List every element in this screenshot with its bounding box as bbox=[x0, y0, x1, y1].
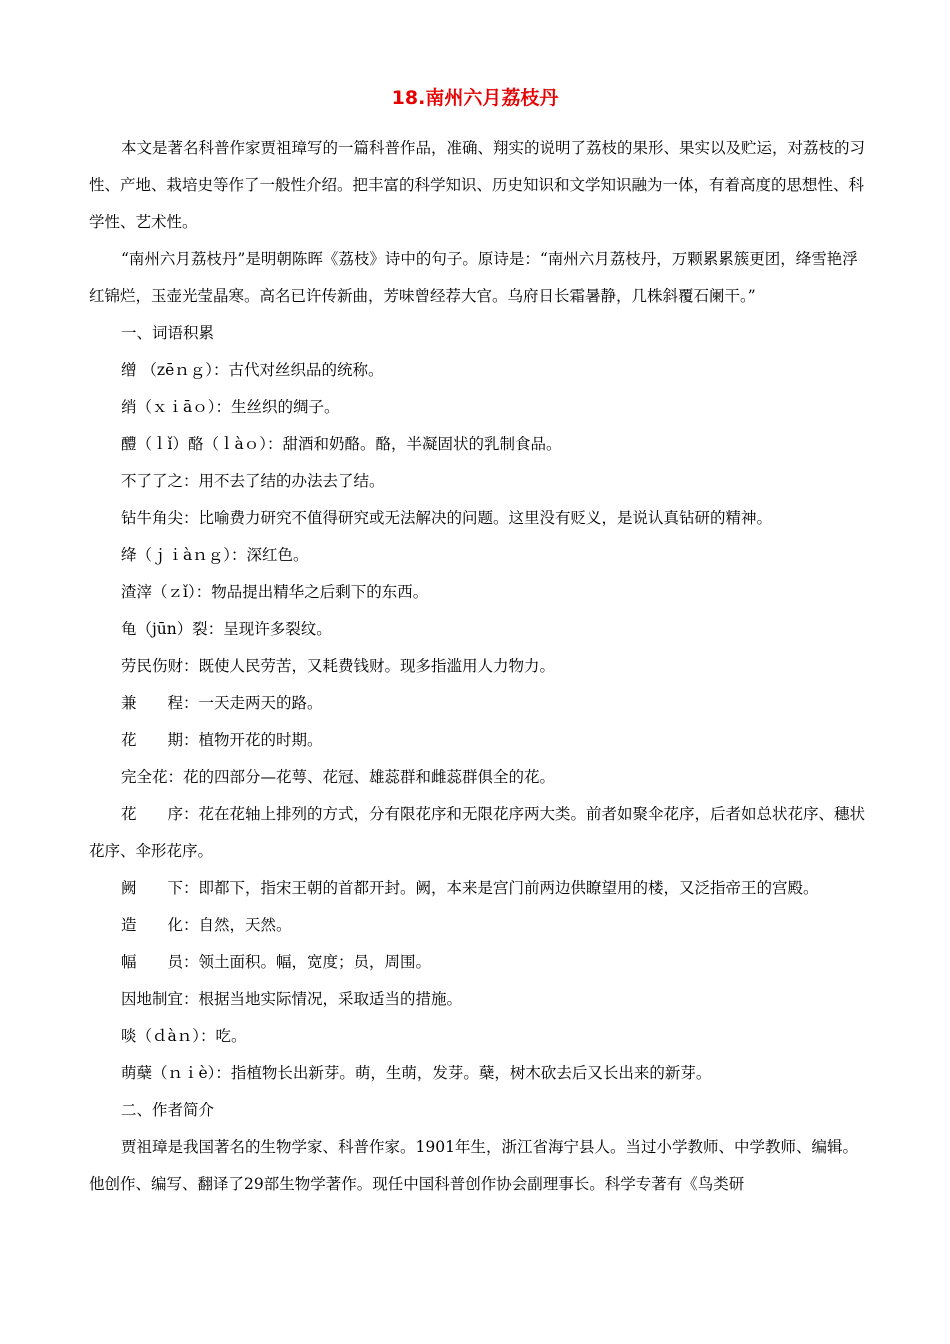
author-bio-paragraph: 贾祖璋是我国著名的生物学家、科普作家。1901年生，浙江省海宁县人。当过小学教师、中学教师、编辑。他创作、编写、翻译了29部生物学著作。现任中国科普创作协会副理事长。科学专著有《鸟类研 bbox=[89, 1138, 858, 1193]
vocab-item: 造 化：自然，天然。 bbox=[121, 916, 292, 934]
vocab-item: 兼 程：一天走两天的路。 bbox=[121, 694, 323, 712]
vocab-item: 绡（ｘｉāｏ）：生丝织的绸子。 bbox=[121, 398, 340, 416]
vocab-item: 啖（ｄàｎ）：吃。 bbox=[121, 1027, 247, 1045]
vocab-item: 花 序：花在花轴上排列的方式，分有限花序和无限花序两大类。前者如聚伞花序，后者如总状花序、穗状花序、伞形花序。 bbox=[89, 805, 866, 860]
intro-paragraph-2: “南州六月荔枝丹”是明朝陈晖《荔枝》诗中的句子。原诗是：“南州六月荔枝丹，万颗累累簇更团，绛雪艳浮红锦烂，玉壶光莹晶寒。高名已许传新曲，芳味曾经荐大官。乌府日长霜暑静，几株斜覆石阑干。” bbox=[89, 250, 858, 305]
vocab-item: 龟（jūn）裂：呈现许多裂纹。 bbox=[121, 620, 332, 638]
vocab-item: 绛（ｊｉàｎｇ）：深红色。 bbox=[121, 546, 309, 564]
vocab-item: 不了了之：用不去了结的办法去了结。 bbox=[121, 472, 385, 490]
vocab-item: 阙 下：即都下，指宋王朝的首都开封。阙，本来是宫门前两边供瞭望用的楼，又泛指帝王的宫殿。 bbox=[121, 879, 819, 897]
section-heading-author: 二、作者简介 bbox=[121, 1101, 215, 1119]
vocab-item: 醴（ｌǐ）酪（ｌàｏ）：甜酒和奶酪。酪，半凝固状的乳制食品。 bbox=[121, 435, 562, 453]
section-heading-vocabulary: 一、词语积累 bbox=[121, 324, 215, 342]
vocab-item: 缯 （zēｎｇ）：古代对丝织品的统称。 bbox=[121, 361, 384, 379]
vocab-item: 完全花：花的四部分—花萼、花冠、雄蕊群和雌蕊群俱全的花。 bbox=[121, 768, 556, 786]
vocab-item: 花 期：植物开花的时期。 bbox=[121, 731, 323, 749]
vocab-item: 渣滓（ｚǐ）：物品提出精华之后剩下的东西。 bbox=[121, 583, 429, 601]
intro-paragraph-1: 本文是著名科普作家贾祖璋写的一篇科普作品，准确、翔实的说明了荔枝的果形、果实以及贮运，对荔枝的习性、产地、栽培史等作了一般性介绍。把丰富的科学知识、历史知识和文学知识融为一体，有着高度的思想性、科学性、艺术性。 bbox=[89, 139, 866, 231]
vocab-item: 萌蘖（ｎｉè）：指植物长出新芽。萌，生萌，发芽。蘖，树木砍去后又长出来的新芽。 bbox=[121, 1064, 712, 1082]
vocab-item: 因地制宜：根据当地实际情况，采取适当的措施。 bbox=[121, 990, 463, 1008]
document-title: 18.南州六月荔枝丹 bbox=[391, 87, 559, 109]
document-body bbox=[89, 130, 869, 1203]
vocab-item: 劳民伤财：既使人民劳苦，又耗费钱财。现多指滥用人力物力。 bbox=[121, 657, 556, 675]
vocab-item: 钻牛角尖：比喻费力研究不值得研究或无法解决的问题。这里没有贬义，是说认真钻研的精神。 bbox=[121, 509, 773, 527]
vocab-item: 幅 员：领土面积。幅，宽度；员，周围。 bbox=[121, 953, 432, 971]
